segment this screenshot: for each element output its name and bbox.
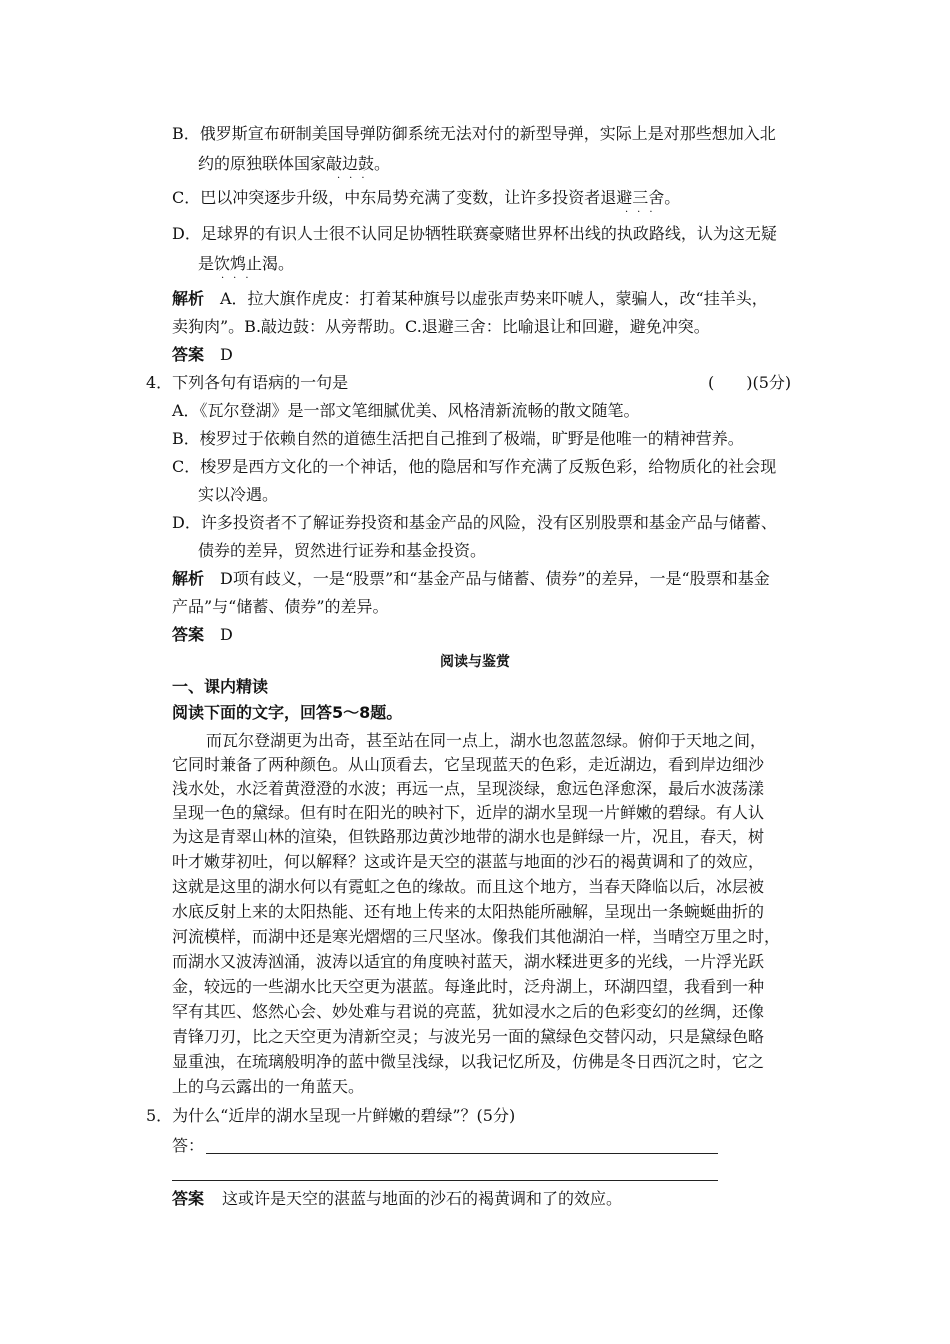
passage-line: 水底反射上来的太阳热能、还有地上传来的太阳热能所融解，呈现出一条蜿蜒曲折的 [172, 902, 765, 921]
q3-option-c-line1: C．巴以冲突逐步升级，中东局势充满了变数，让许多投资者退避三舍。 [172, 188, 681, 207]
q5-answer-prefix: 答： [172, 1136, 205, 1155]
passage-line: 浅水处，水泛着黄澄澄的水波；再远一点，呈现淡绿，愈远色泽愈深，最后水波荡漾 [172, 779, 765, 798]
q3-answer-label: 答案 [172, 345, 205, 364]
passage-line: 为这是青翠山林的渲染，但铁路那边黄沙地带的湖水也是鲜绿一片，况且，春天，树 [172, 827, 765, 846]
passage-line: 这就是这里的湖水何以有霓虹之色的缘故。而且这个地方，当春天降临以后，冰层被 [172, 877, 765, 896]
passage-line: 它同时兼备了两种颜色。从山顶看去，它呈现蓝天的色彩，走近湖边，看到岸边细沙 [172, 755, 765, 774]
q4-answer: D [220, 625, 233, 644]
passage-line: 而湖水又波涛汹涌，波涛以适宜的角度映衬蓝天，湖水糅进更多的光线，一片浮光跃 [172, 952, 765, 971]
q4-answer-label: 答案 [172, 625, 205, 644]
q3-emphasis-dots-d: ··· [221, 273, 258, 284]
q4-stem: 4．下列各句有语病的一句是 [146, 373, 349, 392]
passage-line: 上的乌云露出的一角蓝天。 [172, 1077, 365, 1096]
q4-option-d-line1: D．许多投资者不了解证券投资和基金产品的风险，没有区别股票和基金产品与储蓄、 [172, 513, 777, 532]
q3-analysis-label: 解析 [172, 289, 205, 308]
q3-option-d-line1: D．足球界的有识人士很不认同足协牺牲联赛豪赌世界杯出线的执政路线，认为这无疑 [172, 224, 777, 243]
section-title: 阅读与鉴赏 [440, 654, 510, 670]
q3-analysis-line1: A．拉大旗作虎皮：打着某种旗号以虚张声势来吓唬人，蒙骗人，改“挂羊头， [220, 289, 768, 308]
passage-line: 而瓦尔登湖更为出奇，甚至站在同一点上，湖水也忽蓝忽绿。俯仰于天地之间， [206, 731, 767, 750]
q4-analysis-line1: D项有歧义，一是“股票”和“基金产品与储蓄、债券”的差异，一是“股票和基金 [220, 569, 770, 588]
q4-option-c-line2: 实以冷遇。 [198, 485, 279, 504]
q4-option-d-line2: 债券的差异，贸然进行证券和基金投资。 [198, 541, 487, 560]
q5-answer-label: 答案 [172, 1189, 205, 1208]
q3-option-d-line2: 是饮鸩止渴。 [198, 254, 295, 273]
q4-score: ( )(5分) [708, 373, 792, 392]
passage-line: 呈现一色的黛绿。但有时在阳光的映衬下，近岸的湖水呈现一片鲜嫩的碧绿。有人认 [172, 803, 765, 822]
reading-instruction: 阅读下面的文字，回答5～8题。 [172, 703, 403, 722]
q3-emphasis-dots-c: ··· [625, 207, 662, 218]
q4-option-b: B．梭罗过于依赖自然的道德生活把自己推到了极端，旷野是他唯一的精神营养。 [172, 429, 744, 448]
q3-option-b-line2: 约的原独联体国家敲边鼓。 [198, 154, 391, 173]
q4-option-a: A．《瓦尔登湖》是一部文笔细腻优美、风格清新流畅的散文随笔。 [172, 401, 640, 420]
q4-option-c-line1: C．梭罗是西方文化的一个神话，他的隐居和写作充满了反叛色彩，给物质化的社会现 [172, 457, 777, 476]
q4-analysis-label: 解析 [172, 569, 205, 588]
q3-option-b-line1: B．俄罗斯宣布研制美国导弹防御系统无法对付的新型导弹，实际上是对那些想加入北 [172, 124, 776, 143]
q5-answer-blank-line-2[interactable] [172, 1180, 718, 1181]
q4-analysis-line2: 产品”与“储蓄、债券”的差异。 [172, 597, 389, 616]
q3-analysis-line2: 卖狗肉”。B.敲边鼓：从旁帮助。C.退避三舍：比喻退让和回避，避免冲突。 [172, 317, 710, 336]
passage-line: 叶才嫩芽初吐，何以解释？这或许是天空的湛蓝与地面的沙石的褐黄调和了的效应， [172, 852, 765, 871]
passage-line: 显重浊，在琉璃般明净的蓝中微呈浅绿，以我记忆所及，仿佛是冬日西沉之时，它之 [172, 1052, 765, 1071]
q3-answer: D [220, 345, 233, 364]
q5-answer: 这或许是天空的湛蓝与地面的沙石的褐黄调和了的效应。 [222, 1189, 623, 1208]
passage-line: 河流模样，而湖中还是寒光熠熠的三尺坚冰。像我们其他湖泊一样，当晴空万里之时， [172, 927, 781, 946]
passage-line: 罕有其匹、悠然心会、妙处难与君说的亮蓝，犹如浸水之后的色彩变幻的丝绸，还像 [172, 1002, 765, 1021]
passage-line: 金，较远的一些湖水比天空更为湛蓝。每逢此时，泛舟湖上，环湖四望，我看到一种 [172, 977, 765, 996]
q3-emphasis-dots-b: ··· [337, 173, 374, 184]
passage-line: 青锋刀刃，比之天空更为清新空灵；与波光另一面的黛绿色交替闪动，只是黛绿色略 [172, 1027, 765, 1046]
q5-answer-blank-line-1[interactable] [206, 1153, 718, 1154]
q5-stem: 5．为什么“近岸的湖水呈现一片鲜嫩的碧绿”？(5分) [146, 1106, 516, 1125]
section-part-heading: 一、课内精读 [172, 677, 269, 696]
